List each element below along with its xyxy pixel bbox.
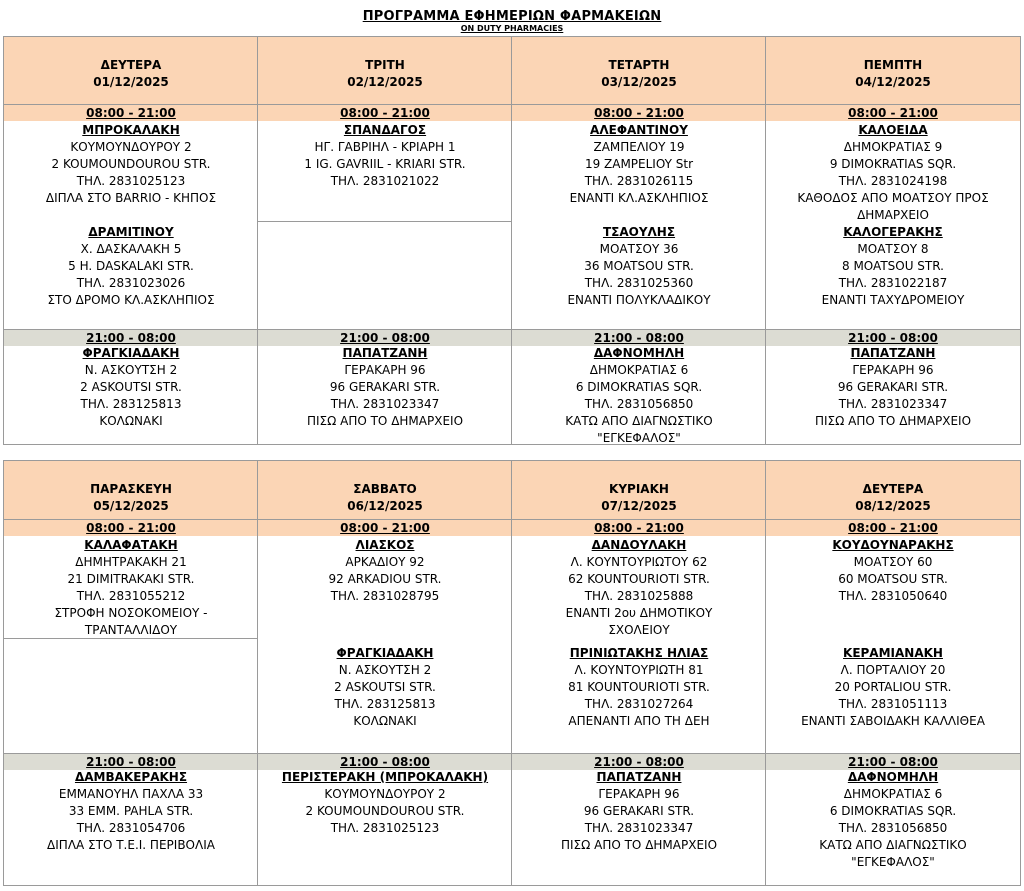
pharmacy-detail-line: ΤΗΛ. 2831025360 — [584, 276, 694, 290]
pharmacy-detail-line: ΕΝΑΝΤΙ ΚΛ.ΑΣΚΛΗΠΙΟΣ — [569, 191, 709, 205]
pharmacy-detail-line: 20 PORTALIOU STR. — [834, 680, 952, 694]
night-shift-hours: 21:00 - 08:00 — [258, 753, 512, 770]
pharmacy-detail-line: ΚΑΤΩ ΑΠΟ ΔΙΑΓΝΩΣΤΙΚΟ — [819, 838, 967, 852]
pharmacy-detail-line: ΕΝΑΝΤΙ 2ου ΔΗΜΟΤΙΚΟΥ — [565, 606, 713, 620]
pharmacy-detail-line: ΕΝΑΝΤΙ ΤΑΧΥΔΡΟΜΕΙΟΥ — [821, 293, 965, 307]
table-bottom-border — [4, 885, 258, 886]
day-column — [3, 460, 258, 886]
pharmacy-detail-line: 5 H. DASKALAKI STR. — [68, 259, 194, 273]
pharmacy-detail-line: ΤΗΛ. 2831025123 — [76, 174, 186, 188]
day-header — [4, 36, 258, 105]
pharmacy-entry — [512, 122, 766, 207]
pharmacy-detail-line: ΤΗΛ. 283125813 — [80, 397, 182, 411]
day-name: ΠΕΜΠΤΗ — [863, 58, 923, 72]
pharmacy-detail-line: ΓΕΡΑΚΑΡΗ 96 — [598, 787, 680, 801]
night-shift-hours: 21:00 - 08:00 — [4, 329, 258, 346]
pharmacy-detail-line: ΣΧΟΛΕΙΟΥ — [608, 623, 670, 637]
week-1-table — [3, 36, 1019, 445]
day-header — [512, 36, 766, 105]
pharmacy-detail-line: Λ. ΚΟΥΝΤΟΥΡΙΩΤΗ 81 — [574, 663, 704, 677]
pharmacy-detail-line: 60 MOATSOU STR. — [838, 572, 948, 586]
pharmacy-detail-line: 2 ASKOUTSI STR. — [334, 680, 436, 694]
pharmacy-detail-line: ΤΗΛ. 2831025123 — [330, 821, 440, 835]
night-shift-hours: 21:00 - 08:00 — [766, 329, 1020, 346]
pharmacy-detail-line: 8 MOATSOU STR. — [842, 259, 944, 273]
pharmacy-name: ΤΣΑΟΥΛΗΣ — [602, 225, 676, 239]
pharmacy-detail-line: ΑΠΕΝΑΝΤΙ ΑΠΟ ΤΗ ΔΕΗ — [568, 714, 710, 728]
table-bottom-border — [258, 885, 512, 886]
pharmacy-entry — [258, 769, 512, 837]
pharmacy-detail-line: ΤΡΑΝΤΑΛΛΙΔΟΥ — [84, 623, 178, 637]
pharmacy-detail-line: ΤΗΛ. 2831056850 — [584, 397, 694, 411]
pharmacy-detail-line: 19 ΖΑΜPELIOY Str — [584, 157, 694, 171]
pharmacy-detail-line: ΚΟΛΩΝΑΚΙ — [99, 414, 163, 428]
pharmacy-detail-line: ΔΗΜΟΚΡΑΤΙΑΣ 6 — [589, 363, 689, 377]
pharmacy-entry — [512, 537, 766, 639]
pharmacy-detail-line: ΜΟΑΤΣΟΥ 60 — [853, 555, 933, 569]
pharmacy-detail-line: 96 GERAKARI STR. — [329, 380, 441, 394]
pharmacy-detail-line: ΔΙΠΛΑ ΣΤΟ Τ.Ε.Ι. ΠΕΡΙΒΟΛΙΑ — [47, 838, 215, 852]
pharmacy-detail-line: "ΕΓΚΕΦΑΛΟΣ" — [851, 855, 935, 869]
pharmacy-detail-line: Λ. ΚΟΥΝΤΟΥΡΙΩΤΟΥ 62 — [570, 555, 708, 569]
pharmacy-detail-line: ΗΓ. ΓΑΒΡΙΗΛ - ΚΡΙΑΡΗ 1 — [314, 140, 456, 154]
pharmacy-name: ΔΑΝΔΟΥΛΑΚΗ — [591, 538, 687, 552]
pharmacy-detail-line: ΔΗΜΑΡΧΕΙΟ — [857, 208, 929, 222]
pharmacy-entry — [258, 122, 512, 190]
week-2-table — [3, 460, 1019, 886]
day-date: 03/12/2025 — [601, 75, 677, 89]
pharmacy-detail-line: ΔΙΠΛΑ ΣΤΟ BARRIO - ΚΗΠΟΣ — [45, 191, 217, 205]
pharmacy-name: ΚΕΡΑΜΙΑΝΑΚΗ — [843, 646, 943, 660]
pharmacy-entry — [4, 345, 258, 430]
day-shift-hours: 08:00 - 21:00 — [258, 104, 512, 121]
day-column — [3, 36, 258, 445]
pharmacy-entry — [512, 224, 766, 309]
pharmacy-detail-line: ΚΟΛΩΝΑΚΙ — [353, 714, 417, 728]
pharmacy-name: ΠΑΠΑΤΖΑΝΗ — [850, 346, 936, 360]
pharmacy-detail-line: ΤΗΛ. 2831055212 — [76, 589, 186, 603]
day-name: ΣΑΒΒΑΤΟ — [353, 482, 417, 496]
table-bottom-border — [258, 444, 512, 445]
pharmacy-name: ΚΟΥΔΟΥΝΑΡΑΚΗΣ — [832, 538, 954, 552]
pharmacy-detail-line: ΖΑΜΠΕΛΙΟΥ 19 — [593, 140, 685, 154]
pharmacy-detail-line: ΤΗΛ. 2831023347 — [584, 821, 694, 835]
day-shift-hours: 08:00 - 21:00 — [258, 519, 512, 536]
pharmacy-name: ΠΑΠΑΤΖΑΝΗ — [342, 346, 428, 360]
cell-divider — [258, 221, 512, 222]
pharmacy-detail-line: 21 DIMITRAKAKI STR. — [67, 572, 195, 586]
day-date: 01/12/2025 — [93, 75, 169, 89]
pharmacy-detail-line: ΣΤΟ ΔΡΟΜΟ ΚΛ.ΑΣΚΛΗΠΙΟΣ — [47, 293, 215, 307]
day-header — [766, 460, 1020, 520]
night-shift-hours: 21:00 - 08:00 — [4, 753, 258, 770]
pharmacy-detail-line: 1 IG. GAVRIIL - KRIARI STR. — [304, 157, 466, 171]
pharmacy-name: ΦΡΑΓΚΙΑΔΑΚΗ — [336, 646, 434, 660]
pharmacy-entry — [4, 122, 258, 207]
pharmacy-name: ΠΕΡΙΣΤΕΡΑΚΗ (ΜΠΡΟΚΑΛΑΚΗ) — [281, 770, 489, 784]
pharmacy-detail-line: 81 KOUNTOURIOTI STR. — [568, 680, 710, 694]
day-date: 06/12/2025 — [347, 499, 423, 513]
pharmacy-entry — [766, 345, 1020, 430]
day-date: 04/12/2025 — [855, 75, 931, 89]
pharmacy-detail-line: ΣΤΡΟΦΗ ΝΟΣΟΚΟΜΕΙΟΥ - — [54, 606, 208, 620]
pharmacy-name: ΔΡΑΜΙΤΙΝΟΥ — [88, 225, 174, 239]
pharmacy-detail-line: ΓΕΡΑΚΑΡΗ 96 — [344, 363, 426, 377]
day-column — [765, 36, 1021, 445]
day-header — [258, 36, 512, 105]
pharmacy-detail-line: 62 KOUNTOURIOTI STR. — [568, 572, 710, 586]
pharmacy-detail-line: ΔΗΜΟΚΡΑΤΙΑΣ 9 — [843, 140, 943, 154]
pharmacy-name: ΔΑΦΝΟΜΗΛΗ — [847, 770, 939, 784]
pharmacy-detail-line: ΜΟΑΤΣΟΥ 36 — [599, 242, 679, 256]
day-date: 05/12/2025 — [93, 499, 169, 513]
day-header — [766, 36, 1020, 105]
cell-divider — [4, 638, 258, 639]
pharmacy-detail-line: ΤΗΛ. 2831021022 — [330, 174, 440, 188]
pharmacy-name: ΜΠΡΟΚΑΛΑΚΗ — [82, 123, 180, 137]
pharmacy-detail-line: ΔΗΜΟΚΡΑΤΙΑΣ 6 — [843, 787, 943, 801]
pharmacy-detail-line: 6 DIMOKRATIAS SQR. — [575, 380, 703, 394]
pharmacy-entry — [512, 645, 766, 730]
day-date: 02/12/2025 — [347, 75, 423, 89]
pharmacy-entry — [766, 224, 1020, 309]
day-shift-hours: 08:00 - 21:00 — [512, 519, 766, 536]
table-bottom-border — [766, 885, 1020, 886]
pharmacy-detail-line: ΚΟΥΜΟΥΝΔΟΥΡΟΥ 2 — [70, 140, 192, 154]
pharmacy-detail-line: ΚΑΤΩ ΑΠΟ ΔΙΑΓΝΩΣΤΙΚΟ — [565, 414, 713, 428]
night-shift-hours: 21:00 - 08:00 — [766, 753, 1020, 770]
pharmacy-entry — [766, 645, 1020, 730]
day-name: ΤΡΙΤΗ — [365, 58, 405, 72]
pharmacy-detail-line: ΓΕΡΑΚΑΡΗ 96 — [852, 363, 934, 377]
pharmacy-detail-line: ΠΙΣΩ ΑΠΟ ΤΟ ΔΗΜΑΡΧΕΙΟ — [814, 414, 972, 428]
pharmacy-name: ΚΑΛΑΦΑΤΑΚΗ — [84, 538, 178, 552]
pharmacy-detail-line: ΚΑΘΟΔΟΣ ΑΠΟ ΜΟΑΤΣΟΥ ΠΡΟΣ — [797, 191, 989, 205]
pharmacy-detail-line: 92 ARKADIOU STR. — [328, 572, 442, 586]
pharmacy-detail-line: ΜΟΑΤΣΟΥ 8 — [857, 242, 929, 256]
pharmacy-name: ΛΙΑΣΚΟΣ — [355, 538, 415, 552]
pharmacy-entry — [258, 645, 512, 730]
day-header — [258, 460, 512, 520]
day-date: 08/12/2025 — [855, 499, 931, 513]
pharmacy-detail-line: ΤΗΛ. 2831051113 — [838, 697, 948, 711]
pharmacy-detail-line: ΤΗΛ. 2831026115 — [584, 174, 694, 188]
day-column — [511, 460, 766, 886]
table-bottom-border — [4, 444, 258, 445]
pharmacy-name: ΚΑΛΟΕΙΔΑ — [858, 123, 928, 137]
pharmacy-detail-line: ΤΗΛ. 2831028795 — [330, 589, 440, 603]
pharmacy-detail-line: ΔΗΜΗΤΡΑΚΑΚΗ 21 — [75, 555, 187, 569]
pharmacy-detail-line: 96 GERAKARI STR. — [837, 380, 949, 394]
pharmacy-detail-line: "ΕΓΚΕΦΑΛΟΣ" — [597, 431, 681, 445]
day-column — [257, 36, 512, 445]
pharmacy-detail-line: Ν. ΑΣΚΟΥΤΣΗ 2 — [338, 663, 432, 677]
pharmacy-entry — [766, 769, 1020, 871]
pharmacy-detail-line: ΤΗΛ. 2831022187 — [838, 276, 948, 290]
day-name: ΚΥΡΙΑΚΗ — [609, 482, 669, 496]
pharmacy-detail-line: Χ. ΔΑΣΚΑΛΑΚΗ 5 — [80, 242, 182, 256]
pharmacy-detail-line: 96 GERAKARI STR. — [583, 804, 695, 818]
night-shift-hours: 21:00 - 08:00 — [512, 329, 766, 346]
pharmacy-detail-line: Λ. ΠΟΡΤΑΛΙΟΥ 20 — [840, 663, 946, 677]
pharmacy-detail-line: ΤΗΛ. 2831025888 — [584, 589, 694, 603]
pharmacy-detail-line: ΤΗΛ. 2831054706 — [76, 821, 186, 835]
day-name: ΠΑΡΑΣΚΕΥΗ — [90, 482, 172, 496]
pharmacy-detail-line: ΤΗΛ. 2831024198 — [838, 174, 948, 188]
pharmacy-entry — [766, 122, 1020, 224]
pharmacy-entry — [512, 769, 766, 854]
pharmacy-detail-line: 6 DIMOKRATIAS SQR. — [829, 804, 957, 818]
day-shift-hours: 08:00 - 21:00 — [766, 519, 1020, 536]
table-bottom-border — [512, 885, 766, 886]
pharmacy-name: ΚΑΛΟΓΕΡΑΚΗΣ — [843, 225, 943, 239]
pharmacy-detail-line: 33 EMM. PAHLA STR. — [68, 804, 194, 818]
pharmacy-name: ΔΑΜΒΑΚΕΡΑΚΗΣ — [74, 770, 188, 784]
pharmacy-entry — [258, 537, 512, 605]
pharmacy-entry — [512, 345, 766, 447]
table-bottom-border — [512, 444, 766, 445]
pharmacy-detail-line: ΕΝΑΝΤΙ ΣΑΒΟΙΔΑΚΗ ΚΑΛΛΙΘΕΑ — [801, 714, 985, 728]
pharmacy-name: ΠΡΙΝΙΩΤΑΚΗΣ ΗΛΙΑΣ — [569, 646, 709, 660]
day-name: ΔΕΥΤΕΡΑ — [862, 482, 924, 496]
pharmacy-entry — [258, 345, 512, 430]
day-name: ΔΕΥΤΕΡΑ — [100, 58, 162, 72]
table-bottom-border — [766, 444, 1020, 445]
pharmacy-detail-line: 9 DIMOKRATIAS SQR. — [829, 157, 957, 171]
day-column — [511, 36, 766, 445]
day-shift-hours: 08:00 - 21:00 — [4, 104, 258, 121]
pharmacy-detail-line: ΚΟΥΜΟΥΝΔΟΥΡΟΥ 2 — [324, 787, 446, 801]
day-shift-hours: 08:00 - 21:00 — [4, 519, 258, 536]
pharmacy-detail-line: ΕΝΑΝΤΙ ΠΟΛΥΚΛΑΔΙΚΟΥ — [567, 293, 711, 307]
pharmacy-detail-line: ΑΡΚΑΔΙΟΥ 92 — [345, 555, 425, 569]
night-shift-hours: 21:00 - 08:00 — [512, 753, 766, 770]
pharmacy-detail-line: 2 ASKOUTSI STR. — [80, 380, 182, 394]
page-title: ΠΡΟΓΡΑΜΜΑ ΕΦΗΜΕΡΙΩΝ ΦΑΡΜΑΚΕΙΩΝ — [362, 9, 662, 24]
night-shift-hours: 21:00 - 08:00 — [258, 329, 512, 346]
pharmacy-entry — [4, 224, 258, 309]
pharmacy-entry — [766, 537, 1020, 605]
pharmacy-name: ΦΡΑΓΚΙΑΔΑΚΗ — [82, 346, 180, 360]
pharmacy-name: ΑΛΕΦΑΝΤΙΝΟΥ — [590, 123, 688, 137]
day-column — [765, 460, 1021, 886]
day-shift-hours: 08:00 - 21:00 — [766, 104, 1020, 121]
pharmacy-detail-line: ΤΗΛ. 283125813 — [334, 697, 436, 711]
day-column — [257, 460, 512, 886]
pharmacy-detail-line: ΕΜΜΑΝΟΥΗΛ ΠΑΧΛΑ 33 — [58, 787, 204, 801]
pharmacy-detail-line: ΠΙΣΩ ΑΠΟ ΤΟ ΔΗΜΑΡΧΕΙΟ — [560, 838, 718, 852]
day-header — [4, 460, 258, 520]
page-subtitle: ON DUTY PHARMACIES — [460, 24, 564, 33]
pharmacy-name: ΔΑΦΝΟΜΗΛΗ — [593, 346, 685, 360]
pharmacy-detail-line: ΤΗΛ. 2831023347 — [838, 397, 948, 411]
day-shift-hours: 08:00 - 21:00 — [512, 104, 766, 121]
pharmacy-detail-line: ΤΗΛ. 2831023347 — [330, 397, 440, 411]
pharmacy-detail-line: 36 MOATSOU STR. — [584, 259, 694, 273]
pharmacy-entry — [4, 769, 258, 854]
pharmacy-detail-line: Ν. ΑΣΚΟΥΤΣΗ 2 — [84, 363, 178, 377]
pharmacy-entry — [4, 537, 258, 639]
day-date: 07/12/2025 — [601, 499, 677, 513]
day-name: ΤΕΤΑΡΤΗ — [608, 58, 670, 72]
pharmacy-detail-line: ΤΗΛ. 2831023026 — [76, 276, 186, 290]
pharmacy-detail-line: ΤΗΛ. 2831027264 — [584, 697, 694, 711]
pharmacy-detail-line: 2 KOUMOUNDOUROU STR. — [305, 804, 465, 818]
pharmacy-name: ΣΠΑΝΔΑΓΟΣ — [343, 123, 427, 137]
pharmacy-detail-line: 2 KOUMOUNDOUROU STR. — [51, 157, 211, 171]
day-header — [512, 460, 766, 520]
pharmacy-detail-line: ΠΙΣΩ ΑΠΟ ΤΟ ΔΗΜΑΡΧΕΙΟ — [306, 414, 464, 428]
pharmacy-detail-line: ΤΗΛ. 2831050640 — [838, 589, 948, 603]
pharmacy-detail-line: ΤΗΛ. 2831056850 — [838, 821, 948, 835]
pharmacy-name: ΠΑΠΑΤΖΑΝΗ — [596, 770, 682, 784]
